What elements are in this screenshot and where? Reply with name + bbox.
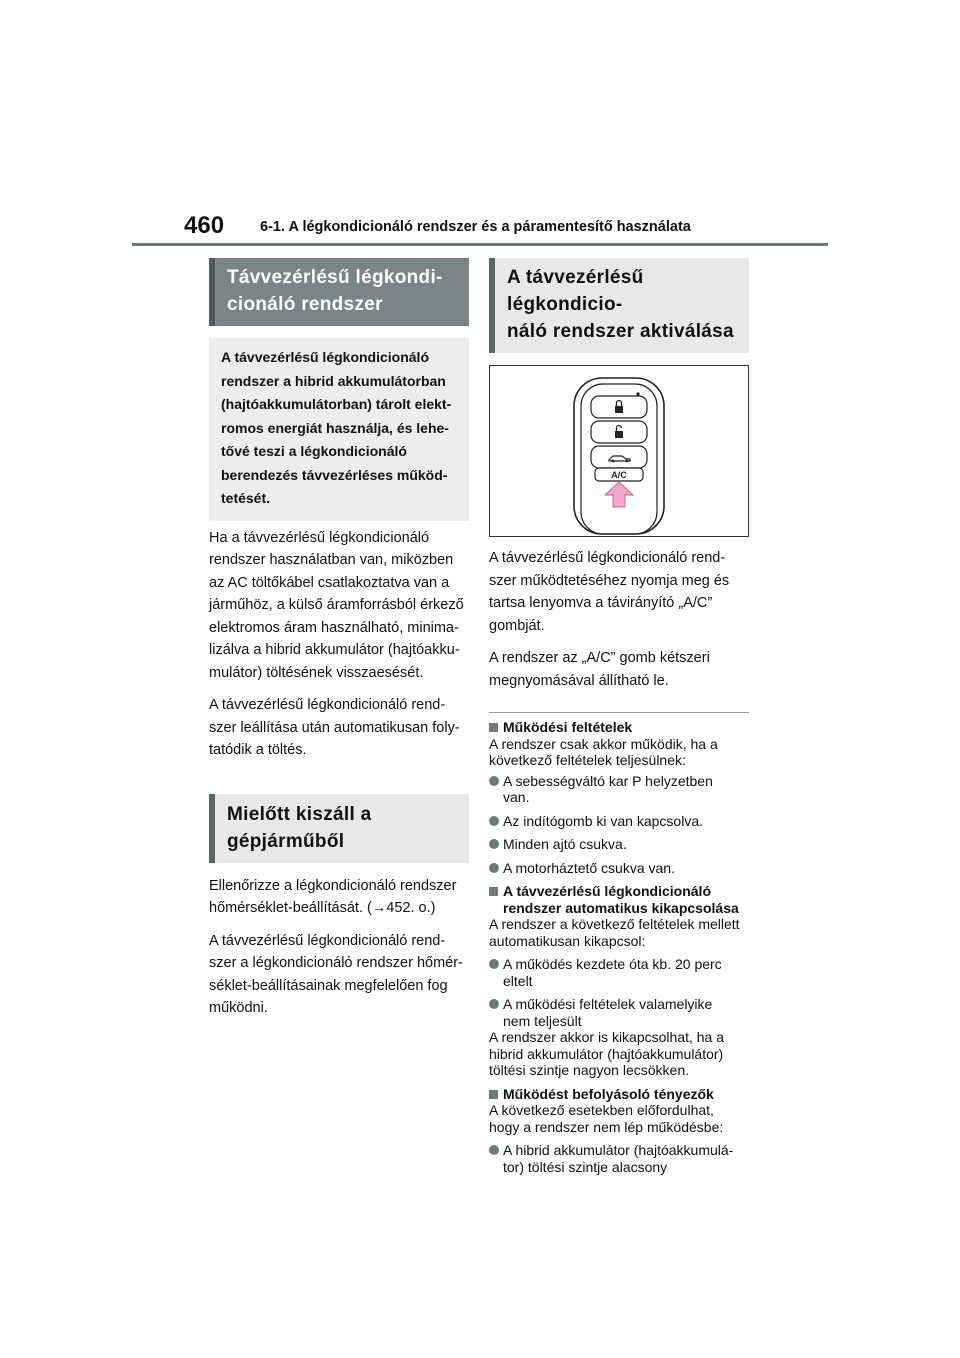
section-divider: [489, 712, 749, 713]
left-column: [209, 258, 469, 1030]
section-heading-activation: [489, 258, 749, 353]
infobox-line: romos energiát használja, és lehe-: [221, 419, 449, 436]
text-line: megnyomásával állítható le.: [489, 672, 669, 689]
infobox-line: rendszer a hibrid akkumulátorban: [221, 372, 446, 389]
list-item: [489, 836, 749, 853]
square-bullet-icon: [489, 723, 498, 732]
square-bullet-icon: [489, 1090, 498, 1099]
infobox-line: A távvezérlésű légkondicionáló: [221, 349, 429, 365]
car-trunk-icon: [609, 456, 630, 462]
text-line: Az indítógomb ki van kapcsolva.: [503, 812, 703, 829]
unlock-icon: [615, 426, 623, 439]
infobox-line: tővé teszi a légkondicionáló: [221, 443, 407, 459]
subheading-influencing-factors: [489, 1086, 749, 1103]
text-line: A működési feltételek valamelyike: [503, 996, 713, 1012]
subheading-auto-shutoff: [489, 883, 749, 916]
text-line: működni.: [209, 1000, 268, 1016]
text-line: A motorháztető csukva van.: [503, 859, 675, 876]
text-line: elektromos áram használható, minima-: [209, 619, 459, 636]
intro-infobox: [209, 338, 469, 521]
text-line: Minden ajtó csukva.: [503, 836, 627, 852]
text-line: Ellenőrizze a légkondicionáló rendszer: [209, 877, 457, 894]
text-line: hogy a rendszer nem lép működésbe:: [489, 1118, 724, 1135]
list-item: [489, 773, 749, 806]
text-line: tor) töltési szintje alacsony: [503, 1158, 668, 1175]
infobox-line: (hajtóakkumulátorban) tárolt elekt-: [221, 396, 452, 412]
page-reference: hőmérséklet-beállítását. (→452. o.): [209, 900, 436, 916]
fob-led: [636, 392, 639, 395]
text-line: szer működtetéséhez nyomja meg és: [489, 572, 730, 589]
heading-line: cionáló rendszer: [227, 294, 383, 315]
paragraph-activation: [489, 547, 749, 637]
text-line: lizálva a hibrid akkumulátor (hajtóakku-: [209, 642, 460, 658]
header-rule: [132, 243, 828, 246]
text-line: A rendszer csak akkor működik, ha a: [489, 735, 718, 752]
subheading-text: A távvezérlésű légkondicionáló: [503, 883, 711, 899]
text-line: nem teljesült: [503, 1012, 582, 1029]
text-line: A távvezérlésű légkondicionáló rend-: [209, 932, 446, 949]
right-column: [489, 258, 749, 1175]
paragraph-charging: [209, 527, 469, 685]
circle-bullet-icon: [489, 1145, 499, 1155]
conditions-intro: [489, 736, 749, 769]
heading-line: Távvezérlésű légkondi-: [227, 267, 443, 288]
subheading-text: Működési feltételek: [503, 719, 633, 735]
key-fob-illustration: [489, 365, 749, 537]
list-item: [489, 956, 749, 989]
text-line: A sebességváltó kar P helyzetben: [503, 772, 713, 789]
heading-line: náló rendszer aktiválása: [507, 321, 734, 342]
paragraph-temp-settings: [209, 930, 469, 1020]
list-item: [489, 1142, 749, 1175]
trunk-button-outline: [591, 446, 647, 468]
text-line: Ha a távvezérlésű légkondicionáló: [209, 529, 430, 546]
paragraph-stop: [489, 647, 749, 692]
circle-bullet-icon: [489, 999, 499, 1009]
text-line: következő feltételek teljesülnek:: [489, 752, 686, 768]
list-item: [489, 860, 749, 877]
infobox-line: tetését.: [221, 490, 271, 506]
text-line: A rendszer akkor is kikapcsolhat, ha a: [489, 1029, 725, 1045]
text-line: mulátor) töltésének visszaesését.: [209, 664, 424, 681]
ac-button-label: A/C: [611, 470, 627, 480]
text-line: töltési szintje nagyon lecsökken.: [489, 1062, 689, 1078]
text-line: A hibrid akkumulátor (hajtóakkumulá-: [503, 1142, 734, 1158]
text-line: van.: [503, 789, 530, 805]
text-line: A működés kezdete óta kb. 20 perc: [503, 956, 722, 972]
circle-bullet-icon: [489, 959, 499, 969]
text-line: gombját.: [489, 617, 545, 634]
page-number: 460: [184, 212, 225, 239]
text-line: A távvezérlésű légkondicionáló rend-: [209, 697, 446, 713]
paragraph-charging-resume: [209, 694, 469, 762]
text-line: járműhöz, a külső áramforrásból érkező: [209, 597, 464, 613]
text-line: szer a légkondicionáló rendszer hőmér-: [209, 955, 463, 971]
text-line: rendszer használatban van, miközben: [209, 552, 454, 568]
text-line: hibrid akkumulátor (hajtóakkumulátor): [489, 1045, 724, 1062]
factors-intro: [489, 1102, 749, 1135]
shutoff-intro: [489, 916, 749, 949]
section-heading-remote-ac: [209, 258, 469, 326]
list-item: [489, 996, 749, 1029]
text-line: szer leállítása után automatikusan foly-: [209, 719, 460, 736]
text-line: eltelt: [503, 972, 533, 989]
heading-line: A távvezérlésű légkondicio-: [507, 267, 644, 315]
text-line: tatódik a töltés.: [209, 742, 307, 758]
subheading-text: rendszer automatikus kikapcsolása: [503, 899, 739, 916]
infobox-line: berendezés távvezérléses működ-: [221, 466, 448, 483]
subheading-text: Működést befolyásoló tényezők: [503, 1085, 714, 1102]
circle-bullet-icon: [489, 839, 499, 849]
lock-icon: [615, 401, 623, 414]
text-line: A rendszer a következő feltételek mellett: [489, 916, 740, 932]
list-item: [489, 813, 749, 830]
text-line: tartsa lenyomva a távirányító „A/C”: [489, 595, 713, 611]
text-line: automatikusan kikapcsol:: [489, 932, 646, 949]
shutoff-note: [489, 1029, 749, 1079]
press-arrow-icon: [605, 482, 633, 507]
square-bullet-icon: [489, 887, 498, 896]
subheading-operating-conditions: [489, 719, 749, 736]
key-fob-svg: [490, 366, 747, 536]
section-heading-before-leaving: Mielőtt kiszáll a gépjárműből: [209, 794, 469, 863]
paragraph-check-temp: [209, 875, 469, 920]
circle-bullet-icon: [489, 776, 499, 786]
circle-bullet-icon: [489, 816, 499, 826]
text-line: az AC töltőkábel csatlakoztatva van a: [209, 574, 450, 591]
text-line: A távvezérlésű légkondicionáló rend-: [489, 550, 726, 566]
running-title: 6-1. A légkondicionáló rendszer és a páramentesítő használata: [260, 219, 691, 235]
circle-bullet-icon: [489, 863, 499, 873]
text-line: A következő esetekben előfordulhat,: [489, 1102, 714, 1118]
text-line: A rendszer az „A/C” gomb kétszeri: [489, 650, 710, 666]
text-line: séklet-beállításainak megfelelően fog: [209, 977, 448, 994]
